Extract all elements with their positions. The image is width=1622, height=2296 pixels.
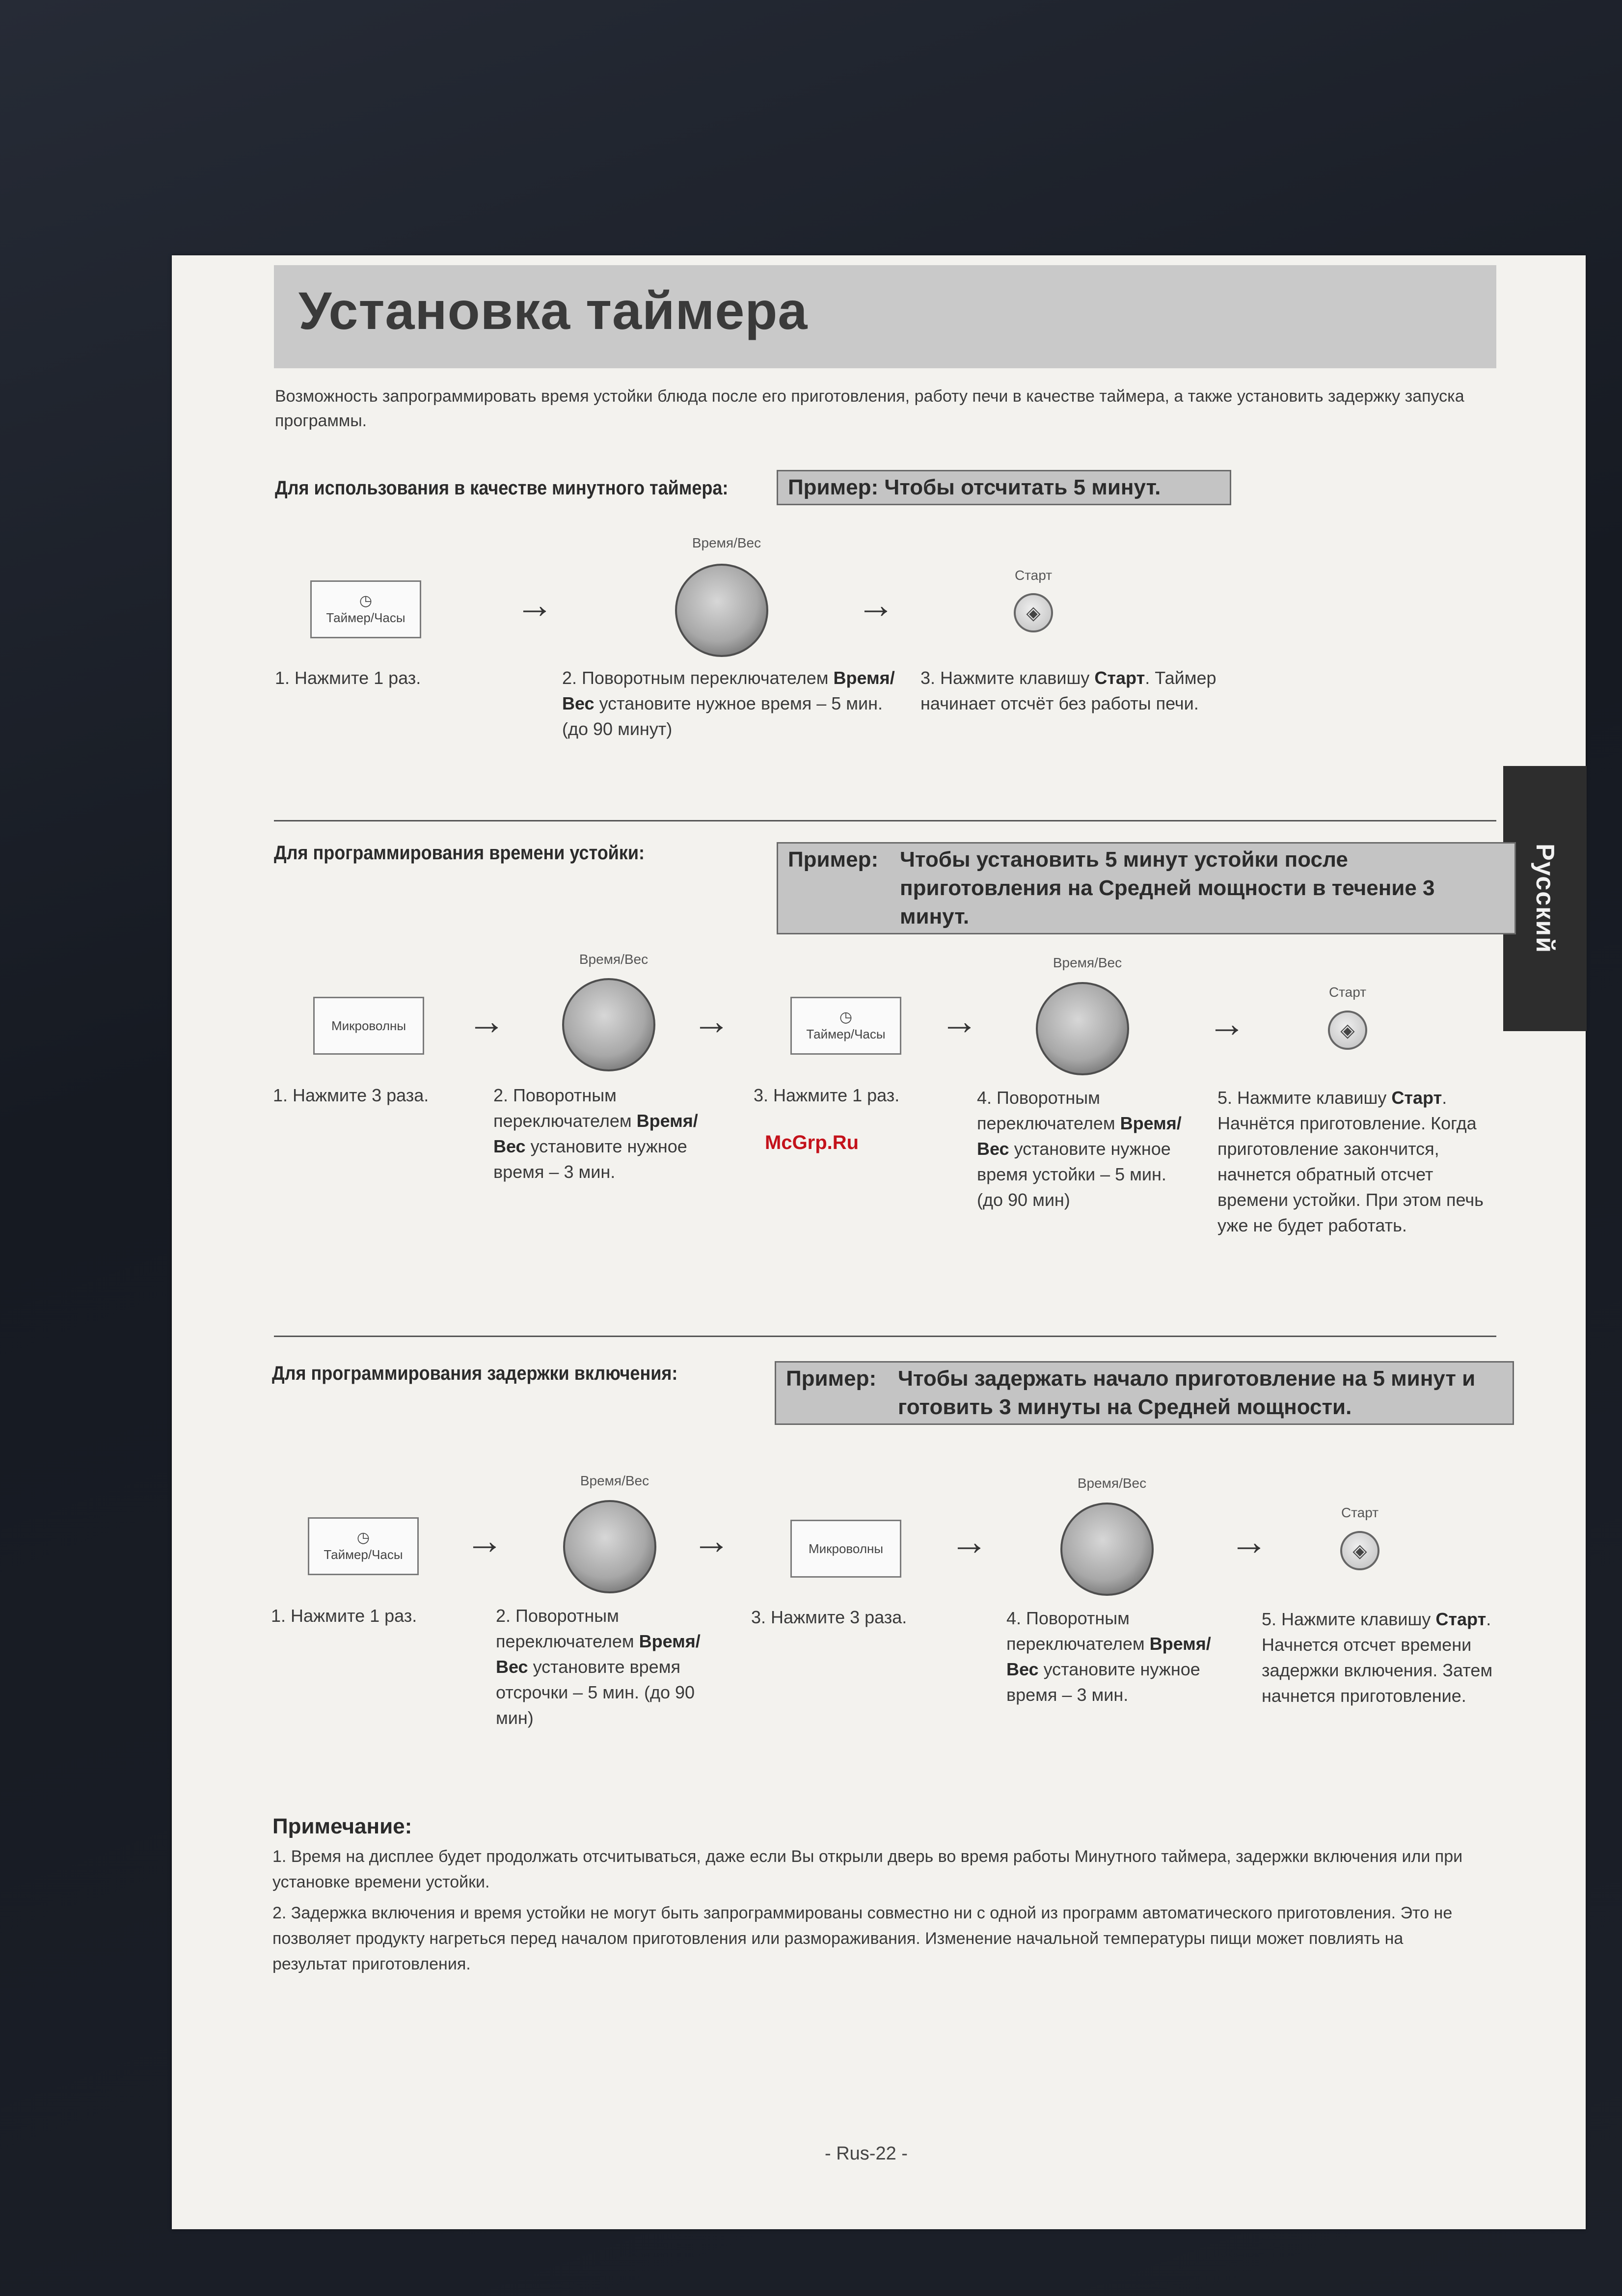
timer-clock-button[interactable]	[310, 580, 421, 638]
section2-step-3: 3. Нажмите 1 раз.	[754, 1085, 900, 1105]
arrow-icon: →	[857, 583, 895, 626]
section3-example	[775, 1361, 1514, 1425]
start-label: Старт	[1341, 1505, 1379, 1520]
time-weight-label: Время/Вес	[1077, 1476, 1147, 1491]
start-button[interactable]	[1340, 1531, 1379, 1570]
start-button[interactable]	[1328, 1011, 1367, 1050]
section3-example-label: Пример:	[786, 1367, 877, 1391]
timer-clock-button[interactable]	[308, 1517, 419, 1575]
start-icon: ◈	[1026, 602, 1041, 624]
start-icon: ◈	[1352, 1540, 1367, 1561]
section1-step-2: 2. Поворотным переключателем Время/Вес установите нужное время – 5 мин. (до 90 минут)	[562, 668, 895, 739]
page-number: - Rus-22 -	[825, 2143, 908, 2164]
title-bar	[274, 265, 1496, 368]
note-title: Примечание:	[272, 1814, 412, 1838]
clock-icon: ◷	[359, 592, 373, 609]
watermark: McGrp.Ru	[765, 1132, 859, 1153]
arrow-icon: →	[950, 1520, 988, 1563]
section-divider	[274, 1336, 1496, 1337]
start-icon: ◈	[1340, 1020, 1355, 1041]
time-weight-label: Время/Вес	[692, 535, 761, 550]
section2-label: Для программирования времени устойки:	[274, 842, 645, 864]
time-weight-knob[interactable]	[675, 564, 768, 657]
section2-step-2: 2. Поворотным переключателем Время/Вес установите нужное время – 3 мин.	[493, 1085, 698, 1182]
intro-text: Возможность запрограммировать время устойки блюда после его приготовления, работу печи в качестве таймера, а также установить задержку запуска программы.	[275, 387, 1464, 430]
language-tab-label: Русский	[1531, 843, 1559, 954]
microwave-button[interactable]	[313, 997, 424, 1055]
section1-step-3: 3. Нажмите клавишу Старт. Таймер начинает отсчёт без работы печи.	[920, 668, 1216, 713]
arrow-icon: →	[467, 999, 506, 1042]
clock-icon: ◷	[839, 1009, 853, 1025]
section2-step-5: 5. Нажмите клавишу Старт. Начнётся приготовление. Когда приготовление закончится, начнется обратный отсчет времени устойки. При этом печь уже не будет работать.	[1217, 1088, 1484, 1235]
manual-page	[172, 255, 1586, 2229]
section2-example-text: Чтобы установить 5 минут устойки после приготовления на Средней мощности в течение 3 минут.	[900, 847, 1435, 929]
section3-step-3: 3. Нажмите 3 раза.	[751, 1607, 907, 1627]
microwave-label: Микроволны	[331, 1018, 406, 1033]
page-title: Установка таймера	[298, 281, 808, 340]
timer-clock-label: Таймер/Часы	[324, 1547, 403, 1562]
section3-label: Для программирования задержки включения:	[272, 1363, 678, 1384]
microwave-button[interactable]	[790, 1520, 901, 1578]
section2-step-1: 1. Нажмите 3 раза.	[273, 1085, 429, 1105]
time-weight-knob[interactable]	[563, 1500, 656, 1593]
section3-step-2: 2. Поворотным переключателем Время/Вес установите время отсрочки – 5 мин. (до 90 мин)	[496, 1606, 701, 1728]
microwave-label: Микроволны	[808, 1541, 884, 1556]
section2-step-4: 4. Поворотным переключателем Время/Вес установите нужное время устойки – 5 мин. (до 90 мин)	[977, 1088, 1182, 1210]
arrow-icon: →	[1230, 1520, 1268, 1563]
clock-icon: ◷	[356, 1529, 370, 1546]
section3-step-5: 5. Нажмите клавишу Старт. Начнется отсчет времени задержки включения. Затем начнется приготовление.	[1262, 1609, 1493, 1706]
section1-step-1: 1. Нажмите 1 раз.	[275, 668, 421, 688]
section3-step-1: 1. Нажмите 1 раз.	[271, 1606, 417, 1626]
section3-step-4: 4. Поворотным переключателем Время/Вес установите нужное время – 3 мин.	[1006, 1608, 1211, 1705]
arrow-icon: →	[465, 1519, 504, 1562]
arrow-icon: →	[515, 583, 554, 626]
arrow-icon: →	[692, 1519, 730, 1562]
timer-clock-label: Таймер/Часы	[326, 610, 406, 625]
time-weight-knob[interactable]	[1036, 982, 1129, 1075]
start-label: Старт	[1328, 984, 1367, 1000]
section2-example	[777, 842, 1516, 934]
section-divider	[274, 820, 1496, 821]
note-item-2: 2. Задержка включения и время устойки не могут быть запрограммированы совместно ни с одной из программ автоматического приготовления. Это не позволяет продукту нагреться перед началом приготовления или размораживания. Изменение начальной температуры пищи может повлиять на результат приготовления.	[272, 1904, 1453, 1973]
start-button[interactable]	[1014, 593, 1053, 632]
section1-example: Пример: Чтобы отсчитать 5 минут.	[777, 470, 1231, 505]
timer-clock-button[interactable]	[790, 997, 901, 1055]
section2-example-label: Пример:	[788, 847, 879, 872]
section1-label: Для использования в качестве минутного таймера:	[275, 477, 729, 499]
time-weight-knob[interactable]	[562, 978, 655, 1071]
time-weight-knob[interactable]	[1060, 1503, 1154, 1596]
section3-example-text: Чтобы задержать начало приготовление на 5 минут и готовить 3 минуты на Средней мощности.	[898, 1367, 1476, 1419]
time-weight-label: Время/Вес	[1053, 955, 1122, 970]
arrow-icon: →	[692, 999, 730, 1042]
arrow-icon: →	[940, 999, 978, 1042]
arrow-icon: →	[1208, 1002, 1246, 1045]
start-label: Старт	[1014, 568, 1053, 583]
time-weight-label: Время/Вес	[580, 1473, 649, 1488]
time-weight-label: Время/Вес	[579, 952, 649, 967]
timer-clock-label: Таймер/Часы	[806, 1026, 886, 1041]
note-item-1: 1. Время на дисплее будет продолжать отсчитываться, даже если Вы открыли дверь во время работы Минутного таймера, задержки включения или при установке времени устойки.	[272, 1847, 1463, 1891]
